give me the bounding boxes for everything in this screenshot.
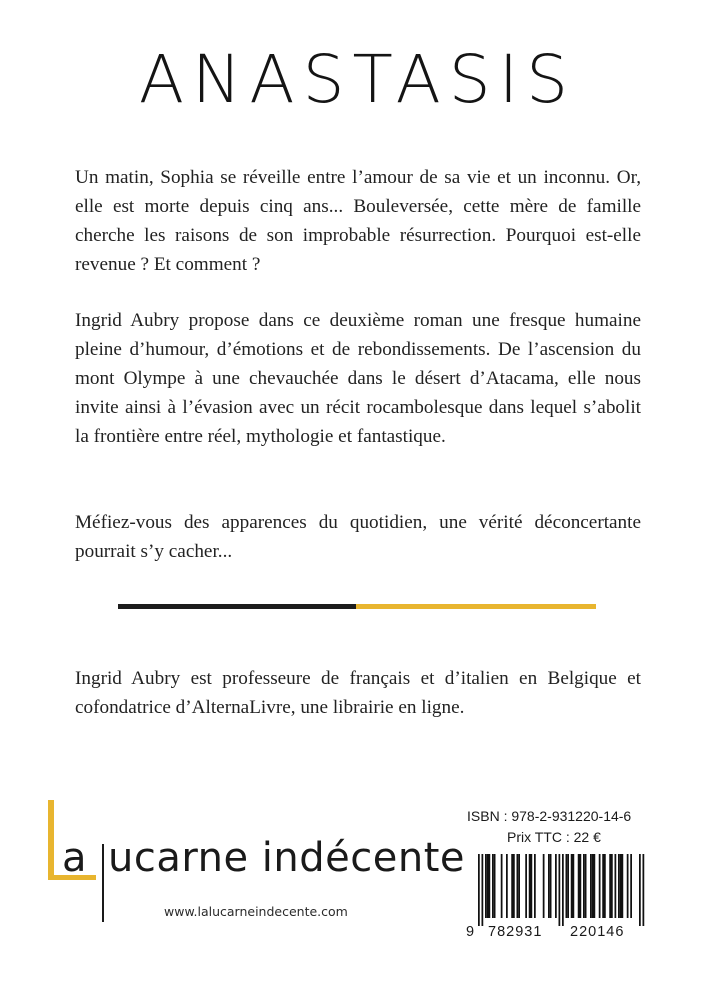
barcode-bar: [594, 854, 596, 918]
barcode-number: [466, 924, 646, 944]
barcode-bar: [534, 854, 536, 918]
barcode-bar: [489, 854, 491, 918]
barcode-bar: [583, 854, 585, 918]
barcode-bar: [599, 854, 601, 918]
publisher-logo: [48, 800, 465, 925]
barcode-bar: [550, 854, 552, 918]
barcode-bar: [592, 854, 594, 918]
barcode-bar: [501, 854, 503, 918]
isbn-label: ISBN : 978-2-931220-14-6: [467, 808, 632, 824]
barcode-bar: [555, 854, 557, 918]
divider-gold-segment: [356, 604, 596, 609]
barcode-bar: [643, 854, 645, 926]
barcode-icon: [466, 854, 646, 926]
barcode-bar: [529, 854, 531, 918]
barcode-bar: [573, 854, 575, 918]
barcode-bar: [559, 854, 561, 926]
barcode-bar: [518, 854, 520, 918]
blurb-paragraph-3: Méfiez-vous des apparences du quotidien, une vérité déconcertante pourrait s’y cacher...: [75, 512, 641, 562]
barcode-bar: [525, 854, 527, 918]
barcode-bar: [609, 854, 611, 918]
publisher-url: www.lalucarneindecente.com: [164, 904, 348, 919]
barcode-bar: [627, 854, 629, 918]
section-divider: [118, 604, 596, 609]
book-title: ANASTASIS: [138, 41, 577, 118]
barcode-bar: [482, 854, 484, 926]
barcode-bar: [517, 854, 519, 918]
barcode-bar: [566, 854, 568, 918]
barcode-bar: [571, 854, 573, 918]
barcode-bar: [562, 854, 564, 926]
barcode-bar: [620, 854, 622, 918]
barcode-bar: [487, 854, 489, 918]
barcode-group-2: 220146: [570, 924, 625, 940]
logo-wordmark: ucarne indécente: [108, 835, 465, 881]
barcode-bar: [506, 854, 508, 918]
blurb-paragraph-2: Ingrid Aubry propose dans ce deuxième roman une fresque humaine pleine d’humour, d’émotions et de rebondissements. De l’ascension du mont Olympe à une chevauchée dans le désert d’Atacama, elle nous invite ainsi à l’évasion avec un récit rocambolesque dans lequel s’abolit la frontière entre réel, mythologie et fantastique.: [75, 310, 641, 447]
barcode-group-1: 782931: [488, 924, 543, 940]
blurb-paragraph-1: Un matin, Sophia se réveille entre l’amour de sa vie et un inconnu. Or, elle est morte depuis cinq ans... Bouleversée, cette mère de famille cherche les raisons de son improbable résurrection. Pourquoi est-elle revenue ? Et comment ?: [75, 167, 641, 275]
author-bio: Ingrid Aubry est professeure de français et d’italien en Belgique et cofondatrice d’AlternaLivre, une librairie en ligne.: [75, 668, 641, 718]
barcode-bar: [622, 854, 624, 918]
barcode-bar: [494, 854, 496, 918]
barcode-bar: [611, 854, 613, 918]
barcode-bar: [531, 854, 533, 918]
barcode-bar: [630, 854, 632, 918]
logo-letter-a: a: [62, 835, 87, 881]
logo-tall-l-stroke: [102, 844, 104, 922]
barcode-bar: [485, 854, 487, 918]
barcode-bar: [548, 854, 550, 918]
barcode-bar: [602, 854, 604, 918]
barcode-bar: [578, 854, 580, 918]
barcode-first-digit: 9: [466, 924, 475, 940]
price-label: Prix TTC : 22 €: [507, 829, 601, 845]
barcode-bar: [543, 854, 545, 918]
barcode-bar: [478, 854, 480, 926]
logo-bracket-vertical: [48, 800, 54, 880]
barcode-bar: [590, 854, 592, 918]
divider-black-segment: [118, 604, 356, 609]
barcode-bar: [511, 854, 513, 918]
barcode-bar: [604, 854, 606, 918]
barcode-bar: [580, 854, 582, 918]
barcode-bar: [492, 854, 494, 918]
barcode-bar: [585, 854, 587, 918]
barcode-bar: [513, 854, 515, 918]
barcode-bar: [639, 854, 641, 926]
barcode-bar: [615, 854, 617, 918]
barcode-bar: [567, 854, 569, 918]
barcode-bar: [618, 854, 620, 918]
